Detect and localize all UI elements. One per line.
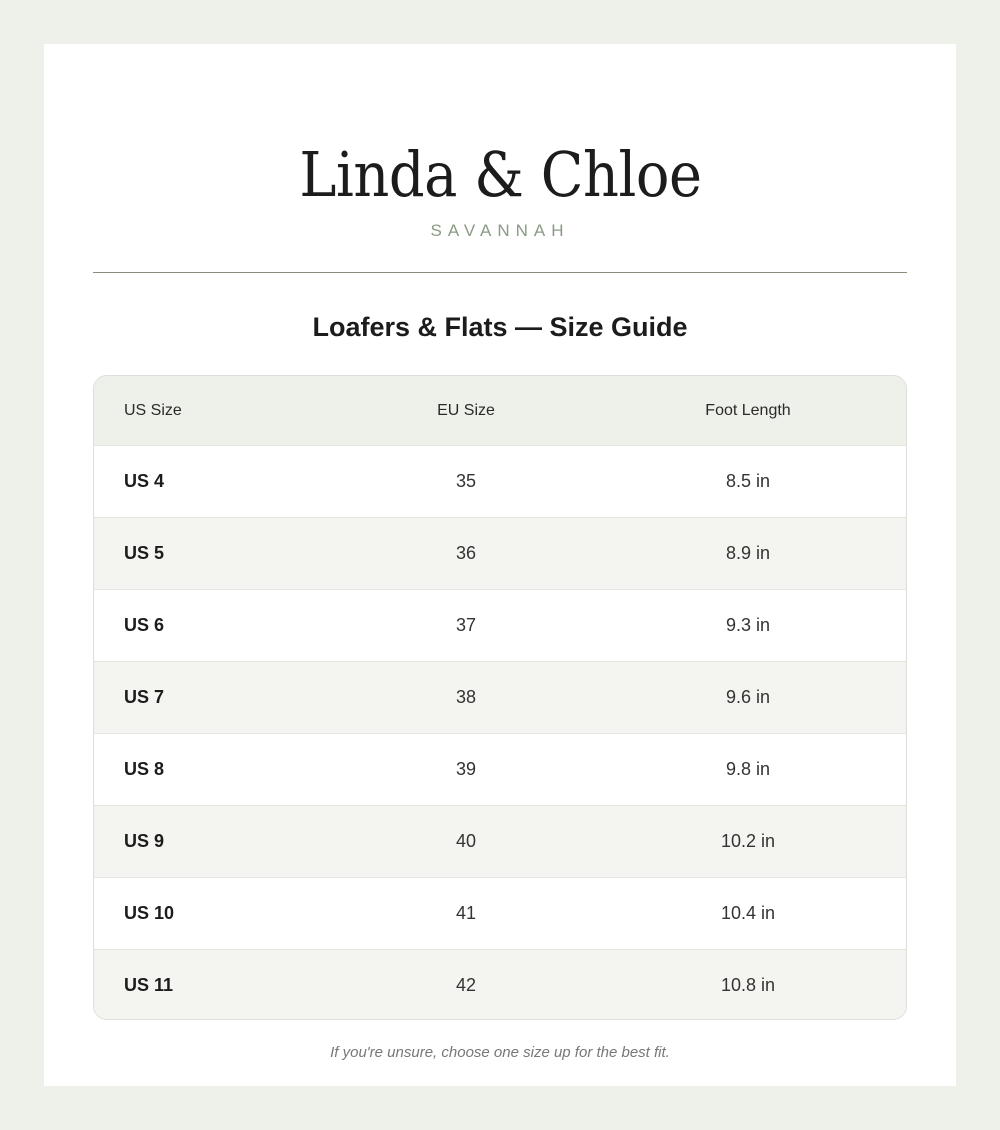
us-size-cell: US 6 <box>124 615 165 635</box>
table-row <box>94 661 906 733</box>
us-size-cell: US 5 <box>124 543 165 563</box>
eu-size-cell: 35 <box>455 471 477 491</box>
divider <box>93 272 907 273</box>
table-row <box>94 733 906 805</box>
us-size-cell: US 7 <box>124 687 165 707</box>
eu-size-cell: 42 <box>455 975 477 995</box>
brand-location: SAVANNAH <box>430 221 570 240</box>
table-row <box>94 877 906 949</box>
table-row <box>94 805 906 877</box>
eu-size-cell: 37 <box>455 615 477 635</box>
us-size-cell: US 8 <box>124 759 165 779</box>
header-us-size: US Size <box>124 401 182 419</box>
brand-name: Linda & Chloe <box>298 138 702 211</box>
us-size-cell: US 11 <box>124 975 174 995</box>
us-size-cell: US 10 <box>124 903 175 923</box>
eu-size-cell: 36 <box>455 543 477 563</box>
brand-logo <box>44 140 956 210</box>
foot-length-cell: 9.8 in <box>725 759 771 779</box>
table-header <box>94 376 906 445</box>
table-row <box>94 949 906 1020</box>
table-row <box>94 517 906 589</box>
table-row <box>94 445 906 517</box>
size-guide-card <box>44 44 956 1086</box>
table-row <box>94 589 906 661</box>
eu-size-cell: 38 <box>455 687 477 707</box>
us-size-cell: US 4 <box>124 471 165 491</box>
header-eu-size: EU Size <box>437 401 495 419</box>
foot-length-cell: 8.9 in <box>725 543 771 563</box>
foot-length-cell: 9.6 in <box>725 687 771 707</box>
header-foot-length: Foot Length <box>705 401 791 419</box>
foot-length-cell: 10.4 in <box>720 903 776 923</box>
eu-size-cell: 41 <box>455 903 477 923</box>
foot-length-cell: 8.5 in <box>725 471 771 491</box>
size-table <box>93 375 907 1020</box>
eu-size-cell: 40 <box>455 831 477 851</box>
eu-size-cell: 39 <box>455 759 477 779</box>
fit-note: If you're unsure, choose one size up for the best fit. <box>330 1044 670 1061</box>
page-title: Loafers & Flats — Size Guide <box>312 312 688 342</box>
foot-length-cell: 10.8 in <box>720 975 776 995</box>
foot-length-cell: 10.2 in <box>720 831 776 851</box>
foot-length-cell: 9.3 in <box>725 615 771 635</box>
us-size-cell: US 9 <box>124 831 165 851</box>
